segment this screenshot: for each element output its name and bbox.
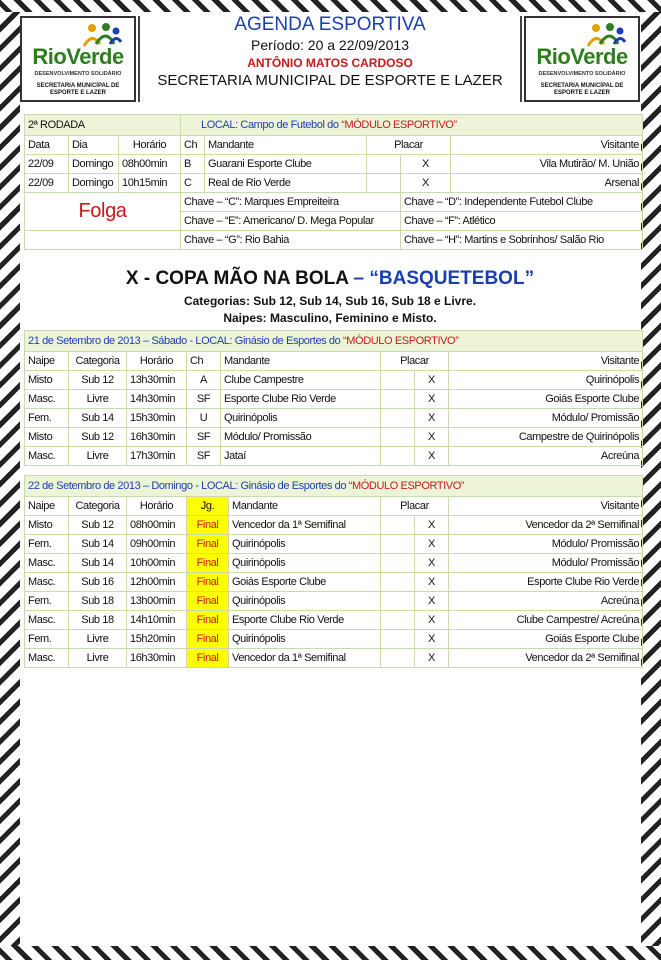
cell-score: X [415,592,449,611]
cell-category: Sub 12 [69,516,127,535]
cell-jg: Final [187,516,229,535]
cell-ch: C [181,174,205,193]
table-row [25,611,643,630]
folga-entry: Chave – “D”: Independente Futebol Clube [401,193,643,212]
cell-score: X [415,535,449,554]
folga-label: Folga [25,193,181,231]
folga-entry: Chave – “G”: Rio Bahia [181,231,401,250]
cell-day: Domingo [69,155,119,174]
cell-time: 15h30min [127,409,187,428]
cell-naipe: Misto [25,516,69,535]
top-border-decoration [0,0,661,12]
logo-brand: RioVerde [536,44,628,69]
cell-score: X [415,516,449,535]
cell-naipe: Fem. [25,592,69,611]
logo-sub-line2: ESPORTE E LAZER [49,90,106,96]
cell-naipe: Masc. [25,390,69,409]
round2-title-row [25,115,643,136]
col-ch: Ch [187,352,221,371]
cell-score-blank [381,447,415,466]
round2-location [181,115,643,136]
copa-name: X - COPA MÃO NA BOLA [125,268,349,289]
cell-jg: Final [187,573,229,592]
copa-title [20,268,640,290]
col-away: Visitante [449,352,643,371]
cell-away: Acreúna [449,592,643,611]
cell-naipe: Misto [25,371,69,390]
cell-ch: SF [187,447,221,466]
col-score: Placar [367,136,451,155]
cell-time: 15h20min [127,630,187,649]
rio-verde-logo-left [20,16,136,102]
cell-away: Arsenal [451,174,643,193]
cell-score-blank [381,554,415,573]
cell-home: Quirinópolis [221,409,381,428]
folga-entry: Chave – “E”: Americano/ D. Mega Popular [181,212,401,231]
cell-category: Sub 16 [69,573,127,592]
person-name: ANTÔNIO MATOS CARDOSO [247,56,413,70]
folga-row [25,231,643,250]
people-figure-icon [82,22,122,48]
day22-table [24,475,643,668]
day21-venue: “MÓDULO ESPORTIVO” [343,335,459,347]
col-home: Mandante [229,497,381,516]
cell-home: Vencedor da 1ª Semifinal [229,516,381,535]
cell-score: X [401,155,451,174]
table-row [25,409,643,428]
cell-home: Clube Campestre [221,371,381,390]
cell-score-blank [381,611,415,630]
cell-score: X [401,174,451,193]
table-row [25,592,643,611]
cell-category: Livre [69,447,127,466]
round-label: 2ª RODADA [25,115,181,136]
round2-table [24,114,643,250]
day21-header-row [25,352,643,371]
day22-venue: “MÓDULO ESPORTIVO” [348,480,465,492]
cell-home: Real de Rio Verde [205,174,367,193]
cell-away: Módulo/ Promissão [449,409,643,428]
cell-time: 08h00min [127,516,187,535]
cell-category: Sub 14 [69,554,127,573]
cell-time: 16h30min [127,649,187,668]
cell-time: 12h00min [127,573,187,592]
cell-score: X [415,573,449,592]
folga-blank [25,231,181,250]
cell-naipe: Masc. [25,554,69,573]
cell-time: 08h00min [119,155,181,174]
cell-time: 14h30min [127,390,187,409]
table-row [25,649,643,668]
period-label: Período: 20 a 22/09/2013 [250,37,410,53]
cell-category: Sub 18 [69,592,127,611]
bottom-border-decoration [0,946,661,960]
cell-home: Quirinópolis [229,535,381,554]
cell-home: Quirinópolis [229,554,381,573]
table-row [25,516,643,535]
day22-title [25,476,643,497]
cell-score-blank [367,155,401,174]
cell-jg: Final [187,592,229,611]
logo-sub-line1: SECRETARIA MUNICIPAL DE [540,83,624,89]
rio-verde-logo-right [524,16,640,102]
cell-score: X [415,649,449,668]
cell-time: 13h00min [127,592,187,611]
folga-row [25,193,643,212]
table-row [25,428,643,447]
table-row [25,554,643,573]
col-home: Mandante [221,352,381,371]
cell-away: Esporte Clube Rio Verde [449,573,643,592]
cell-away: Quirinópolis [449,371,643,390]
day21-title-row [25,331,643,352]
cell-home: Guarani Esporte Clube [205,155,367,174]
col-category: Categoria [69,352,127,371]
cell-time: 17h30min [127,447,187,466]
cell-score: X [415,371,449,390]
day21-title-prefix: 21 de Setembro de 2013 – Sábado - LOCAL: Ginásio de Esportes do [28,335,344,347]
cell-score: X [415,409,449,428]
page-header [20,12,640,104]
cell-naipe: Fem. [25,409,69,428]
cell-away: Vila Mutirão/ M. União [451,155,643,174]
left-border-decoration [0,0,20,960]
cell-jg: Final [187,554,229,573]
right-border-decoration [641,0,661,960]
logo-tagline: DESENVOLVIMENTO SOLIDÁRIO [538,71,626,77]
cell-time: 10h15min [119,174,181,193]
cell-score-blank [381,649,415,668]
folga-entry: Chave – “C”: Marques Empreiteira [181,193,401,212]
cell-home: Módulo/ Promissão [221,428,381,447]
col-category: Categoria [69,497,127,516]
page-title: AGENDA ESPORTIVA [234,14,426,35]
cell-naipe: Misto [25,428,69,447]
cell-score: X [415,554,449,573]
col-time: Horário [127,352,187,371]
cell-away: Acreúna [449,447,643,466]
cell-score-blank [381,371,415,390]
day22-header-row [25,497,643,516]
header-center [140,12,520,89]
day21-title [25,331,643,352]
logo-tagline: DESENVOLVIMENTO SOLIDÁRIO [34,71,122,77]
logo-sub-line1: SECRETARIA MUNICIPAL DE [36,83,120,89]
cell-away: Campestre de Quirinópolis [449,428,643,447]
folga-entry: Chave – “F”: Atlético [401,212,643,231]
col-away: Visitante [451,136,643,155]
cell-category: Livre [69,390,127,409]
cell-away: Clube Campestre/ Acreúna [449,611,643,630]
cell-ch: SF [187,390,221,409]
table-row [25,155,643,174]
logo-brand: RioVerde [32,44,124,69]
cell-home: Quirinópolis [229,630,381,649]
cell-category: Sub 14 [69,535,127,554]
cell-jg: Final [187,535,229,554]
cell-naipe: Masc. [25,649,69,668]
cell-time: 16h30min [127,428,187,447]
cell-ch: SF [187,428,221,447]
cell-time: 14h10min [127,611,187,630]
col-score: Placar [381,352,449,371]
cell-score: X [415,428,449,447]
cell-category: Sub 18 [69,611,127,630]
table-row [25,535,643,554]
day22-title-prefix: 22 de Setembro de 2013 – Domingo - LOCAL: Ginásio de Esportes do [28,480,349,492]
cell-jg: Final [187,649,229,668]
cell-naipe: Masc. [25,447,69,466]
copa-sport: – “BASQUETEBOL” [348,268,535,289]
table-row [25,630,643,649]
cell-date: 22/09 [25,155,69,174]
cell-category: Sub 12 [69,428,127,447]
cell-ch: U [187,409,221,428]
cell-score-blank [367,174,401,193]
cell-away: Módulo/ Promissão [449,535,643,554]
cell-home: Quirinópolis [229,592,381,611]
col-score: Placar [381,497,449,516]
cell-home: Vencedor da 1ª Semifinal [229,649,381,668]
cell-score-blank [381,428,415,447]
table-row [25,447,643,466]
cell-score-blank [381,390,415,409]
cell-jg: Final [187,630,229,649]
cell-naipe: Masc. [25,611,69,630]
col-ch: Ch [181,136,205,155]
cell-home: Esporte Clube Rio Verde [221,390,381,409]
secretaria-label: SECRETARIA MUNICIPAL DE ESPORTE E LAZER [157,72,503,89]
table-row [25,371,643,390]
cell-score-blank [381,535,415,554]
folga-entry: Chave – “H”: Martins e Sobrinhos/ Salão Rio [401,231,643,250]
cell-naipe: Masc. [25,573,69,592]
cell-home: Goiás Esporte Clube [229,573,381,592]
cell-time: 13h30min [127,371,187,390]
col-home: Mandante [205,136,367,155]
cell-category: Livre [69,630,127,649]
day21-table [24,330,643,466]
location-venue: “MÓDULO ESPORTIVO” [341,119,457,131]
people-figure-icon [586,22,626,48]
cell-day: Domingo [69,174,119,193]
cell-ch: A [187,371,221,390]
cell-away: Vencedor da 2ª Semifinal [449,649,643,668]
cell-score-blank [381,516,415,535]
cell-date: 22/09 [25,174,69,193]
cell-ch: B [181,155,205,174]
cell-category: Sub 14 [69,409,127,428]
cell-score: X [415,390,449,409]
cell-score-blank [381,592,415,611]
col-time: Horário [127,497,187,516]
table-row [25,573,643,592]
cell-score-blank [381,630,415,649]
cell-score: X [415,447,449,466]
col-away: Visitante [449,497,643,516]
cell-home: Jataí [221,447,381,466]
cell-jg: Final [187,611,229,630]
cell-category: Livre [69,649,127,668]
cell-category: Sub 12 [69,371,127,390]
cell-score: X [415,611,449,630]
cell-away: Goiás Esporte Clube [449,390,643,409]
day22-title-row [25,476,643,497]
cell-away: Vencedor da 2ª Semifinal [449,516,643,535]
copa-naipes: Naipes: Masculino, Feminino e Misto. [223,311,437,325]
cell-time: 09h00min [127,535,187,554]
table-row [25,174,643,193]
cell-naipe: Fem. [25,535,69,554]
cell-naipe: Fem. [25,630,69,649]
col-jg: Jg. [187,497,229,516]
cell-away: Módulo/ Promissão [449,554,643,573]
copa-categories: Categorias: Sub 12, Sub 14, Sub 16, Sub 18 e Livre. [183,294,477,308]
location-prefix: LOCAL: Campo de Futebol do [201,119,342,131]
cell-score-blank [381,573,415,592]
cell-score-blank [381,409,415,428]
cell-home: Esporte Clube Rio Verde [229,611,381,630]
cell-score: X [415,630,449,649]
table-row [25,390,643,409]
col-naipe: Naipe [25,352,69,371]
logo-sub-line2: ESPORTE E LAZER [553,90,610,96]
round2-header-row [25,136,643,155]
col-time: Horário [119,136,181,155]
cell-time: 10h00min [127,554,187,573]
col-date: Data [25,136,69,155]
cell-away: Goiás Esporte Clube [449,630,643,649]
col-naipe: Naipe [25,497,69,516]
col-day: Dia [69,136,119,155]
